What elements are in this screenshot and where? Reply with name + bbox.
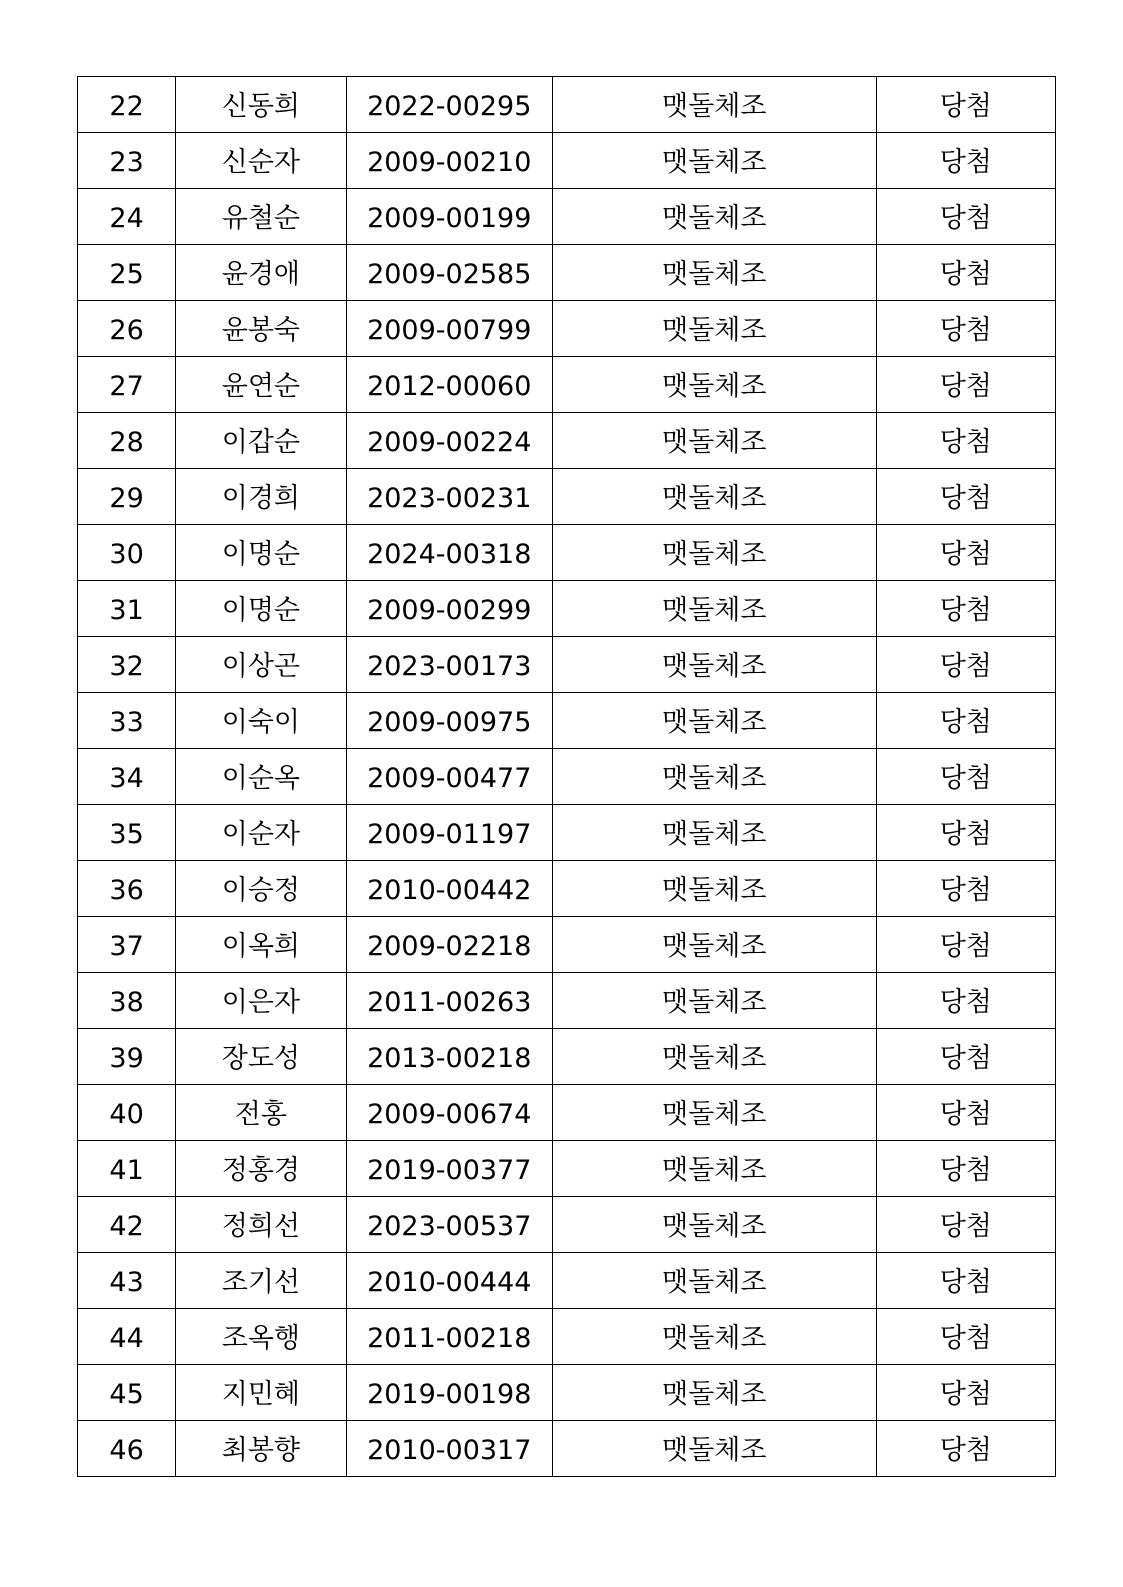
applicant-name: 이은자	[221, 986, 300, 1018]
member-id-cell	[346, 1197, 552, 1253]
member-id: 2009-00199	[367, 202, 532, 234]
lottery-result-cell	[876, 469, 1055, 525]
member-id-cell	[346, 301, 552, 357]
lottery-results-body	[78, 77, 1056, 1477]
row-number: 34	[109, 762, 144, 794]
row-number-cell	[78, 1197, 176, 1253]
member-id-cell	[346, 469, 552, 525]
member-id: 2009-00477	[367, 762, 532, 794]
row-number: 35	[109, 818, 144, 850]
program-name: 맷돌체조	[662, 1266, 767, 1298]
lottery-result: 당첨	[939, 1210, 992, 1242]
row-number: 25	[109, 258, 144, 290]
row-number: 45	[109, 1378, 144, 1410]
member-id-cell	[346, 357, 552, 413]
program-name-cell	[552, 581, 876, 637]
member-id: 2009-00799	[367, 314, 532, 346]
lottery-result: 당첨	[939, 370, 992, 402]
member-id: 2013-00218	[367, 1042, 532, 1074]
lottery-result-cell	[876, 637, 1055, 693]
lottery-result: 당첨	[939, 874, 992, 906]
member-id-cell	[346, 1029, 552, 1085]
lottery-result-cell	[876, 189, 1055, 245]
applicant-name-cell	[176, 1309, 346, 1365]
program-name-cell	[552, 133, 876, 189]
applicant-name-cell	[176, 1253, 346, 1309]
program-name: 맷돌체조	[662, 314, 767, 346]
program-name-cell	[552, 1085, 876, 1141]
lottery-result: 당첨	[939, 930, 992, 962]
row-number: 43	[109, 1266, 144, 1298]
member-id-cell	[346, 805, 552, 861]
applicant-name-cell	[176, 1029, 346, 1085]
row-number-cell	[78, 133, 176, 189]
row-number-cell	[78, 749, 176, 805]
applicant-name-cell	[176, 973, 346, 1029]
applicant-name: 윤연순	[221, 370, 300, 402]
member-id: 2019-00377	[367, 1154, 532, 1186]
member-id-cell	[346, 525, 552, 581]
table-row	[78, 1309, 1056, 1365]
lottery-result: 당첨	[939, 706, 992, 738]
member-id: 2024-00318	[367, 538, 532, 570]
program-name: 맷돌체조	[662, 650, 767, 682]
lottery-result-cell	[876, 413, 1055, 469]
table-row	[78, 693, 1056, 749]
row-number: 27	[109, 370, 144, 402]
member-id: 2009-01197	[367, 818, 532, 850]
applicant-name-cell	[176, 1197, 346, 1253]
member-id-cell	[346, 245, 552, 301]
program-name: 맷돌체조	[662, 986, 767, 1018]
applicant-name: 이순옥	[221, 762, 300, 794]
program-name-cell	[552, 189, 876, 245]
program-name-cell	[552, 1421, 876, 1477]
lottery-result: 당첨	[939, 594, 992, 626]
row-number-cell	[78, 1085, 176, 1141]
applicant-name-cell	[176, 189, 346, 245]
program-name: 맷돌체조	[662, 1154, 767, 1186]
member-id-cell	[346, 749, 552, 805]
program-name: 맷돌체조	[662, 538, 767, 570]
applicant-name: 이갑순	[221, 426, 300, 458]
applicant-name: 전홍	[234, 1098, 287, 1130]
lottery-result-cell	[876, 1197, 1055, 1253]
applicant-name: 윤봉숙	[221, 314, 300, 346]
row-number: 32	[109, 650, 144, 682]
table-row	[78, 1029, 1056, 1085]
program-name: 맷돌체조	[662, 706, 767, 738]
applicant-name: 이명순	[221, 538, 300, 570]
applicant-name: 이명순	[221, 594, 300, 626]
row-number: 46	[109, 1434, 144, 1466]
row-number: 40	[109, 1098, 144, 1130]
lottery-result-cell	[876, 525, 1055, 581]
program-name: 맷돌체조	[662, 1434, 767, 1466]
lottery-result: 당첨	[939, 986, 992, 1018]
row-number-cell	[78, 301, 176, 357]
program-name: 맷돌체조	[662, 818, 767, 850]
table-row	[78, 973, 1056, 1029]
table-row	[78, 861, 1056, 917]
member-id: 2010-00444	[367, 1266, 532, 1298]
member-id: 2019-00198	[367, 1378, 532, 1410]
program-name-cell	[552, 469, 876, 525]
table-row	[78, 245, 1056, 301]
applicant-name-cell	[176, 133, 346, 189]
row-number: 33	[109, 706, 144, 738]
row-number-cell	[78, 1141, 176, 1197]
applicant-name: 윤경애	[221, 258, 300, 290]
program-name-cell	[552, 693, 876, 749]
program-name: 맷돌체조	[662, 146, 767, 178]
member-id-cell	[346, 1309, 552, 1365]
table-row	[78, 77, 1056, 133]
program-name-cell	[552, 77, 876, 133]
table-row	[78, 525, 1056, 581]
lottery-result-cell	[876, 861, 1055, 917]
applicant-name: 이경희	[221, 482, 300, 514]
lottery-result-cell	[876, 973, 1055, 1029]
program-name: 맷돌체조	[662, 202, 767, 234]
applicant-name-cell	[176, 525, 346, 581]
member-id-cell	[346, 693, 552, 749]
member-id-cell	[346, 1253, 552, 1309]
applicant-name: 이옥희	[221, 930, 300, 962]
lottery-result-cell	[876, 357, 1055, 413]
lottery-result-cell	[876, 77, 1055, 133]
table-row	[78, 1197, 1056, 1253]
program-name-cell	[552, 1365, 876, 1421]
member-id: 2023-00537	[367, 1210, 532, 1242]
member-id-cell	[346, 77, 552, 133]
table-row	[78, 1085, 1056, 1141]
lottery-result: 당첨	[939, 258, 992, 290]
lottery-result-cell	[876, 133, 1055, 189]
row-number-cell	[78, 581, 176, 637]
applicant-name: 장도성	[221, 1042, 300, 1074]
lottery-result-cell	[876, 693, 1055, 749]
program-name: 맷돌체조	[662, 1322, 767, 1354]
row-number-cell	[78, 525, 176, 581]
applicant-name-cell	[176, 1085, 346, 1141]
program-name-cell	[552, 973, 876, 1029]
row-number: 42	[109, 1210, 144, 1242]
row-number-cell	[78, 77, 176, 133]
applicant-name: 신순자	[221, 146, 300, 178]
member-id-cell	[346, 189, 552, 245]
lottery-result: 당첨	[939, 762, 992, 794]
row-number-cell	[78, 245, 176, 301]
row-number-cell	[78, 861, 176, 917]
program-name-cell	[552, 861, 876, 917]
program-name: 맷돌체조	[662, 1098, 767, 1130]
applicant-name: 이숙이	[221, 706, 300, 738]
program-name-cell	[552, 1141, 876, 1197]
table-row	[78, 1365, 1056, 1421]
program-name: 맷돌체조	[662, 1210, 767, 1242]
program-name: 맷돌체조	[662, 482, 767, 514]
program-name-cell	[552, 357, 876, 413]
lottery-results-table	[77, 76, 1056, 1477]
lottery-result-cell	[876, 805, 1055, 861]
row-number: 31	[109, 594, 144, 626]
lottery-result-cell	[876, 1309, 1055, 1365]
lottery-result-cell	[876, 1365, 1055, 1421]
row-number-cell	[78, 805, 176, 861]
member-id-cell	[346, 1141, 552, 1197]
program-name-cell	[552, 413, 876, 469]
member-id: 2012-00060	[367, 370, 532, 402]
row-number: 23	[109, 146, 144, 178]
member-id: 2023-00231	[367, 482, 532, 514]
row-number: 36	[109, 874, 144, 906]
applicant-name-cell	[176, 861, 346, 917]
applicant-name-cell	[176, 77, 346, 133]
lottery-result: 당첨	[939, 426, 992, 458]
row-number-cell	[78, 189, 176, 245]
applicant-name: 지민혜	[221, 1378, 300, 1410]
program-name: 맷돌체조	[662, 874, 767, 906]
row-number: 24	[109, 202, 144, 234]
row-number-cell	[78, 469, 176, 525]
program-name: 맷돌체조	[662, 426, 767, 458]
member-id: 2011-00218	[367, 1322, 532, 1354]
lottery-result: 당첨	[939, 1266, 992, 1298]
program-name-cell	[552, 1029, 876, 1085]
lottery-result: 당첨	[939, 146, 992, 178]
program-name: 맷돌체조	[662, 762, 767, 794]
applicant-name-cell	[176, 301, 346, 357]
lottery-result: 당첨	[939, 1042, 992, 1074]
lottery-result-cell	[876, 1421, 1055, 1477]
row-number-cell	[78, 637, 176, 693]
table-row	[78, 1141, 1056, 1197]
program-name-cell	[552, 917, 876, 973]
table-row	[78, 133, 1056, 189]
row-number-cell	[78, 1029, 176, 1085]
lottery-result-cell	[876, 1253, 1055, 1309]
member-id: 2011-00263	[367, 986, 532, 1018]
applicant-name-cell	[176, 1141, 346, 1197]
member-id-cell	[346, 133, 552, 189]
member-id-cell	[346, 581, 552, 637]
program-name-cell	[552, 525, 876, 581]
row-number: 26	[109, 314, 144, 346]
row-number-cell	[78, 1365, 176, 1421]
program-name-cell	[552, 1197, 876, 1253]
row-number-cell	[78, 917, 176, 973]
member-id-cell	[346, 1085, 552, 1141]
table-row	[78, 917, 1056, 973]
row-number-cell	[78, 693, 176, 749]
table-row	[78, 1421, 1056, 1477]
table-row	[78, 581, 1056, 637]
program-name: 맷돌체조	[662, 370, 767, 402]
program-name-cell	[552, 245, 876, 301]
applicant-name-cell	[176, 749, 346, 805]
lottery-result: 당첨	[939, 482, 992, 514]
row-number-cell	[78, 413, 176, 469]
applicant-name: 최봉향	[221, 1434, 300, 1466]
table-row	[78, 1253, 1056, 1309]
lottery-result-cell	[876, 1141, 1055, 1197]
table-row	[78, 749, 1056, 805]
member-id-cell	[346, 917, 552, 973]
member-id: 2009-02218	[367, 930, 532, 962]
row-number: 30	[109, 538, 144, 570]
program-name: 맷돌체조	[662, 1042, 767, 1074]
lottery-result: 당첨	[939, 90, 992, 122]
lottery-result: 당첨	[939, 538, 992, 570]
applicant-name-cell	[176, 637, 346, 693]
row-number: 29	[109, 482, 144, 514]
applicant-name-cell	[176, 1365, 346, 1421]
row-number: 37	[109, 930, 144, 962]
applicant-name: 이승정	[221, 874, 300, 906]
lottery-result: 당첨	[939, 1154, 992, 1186]
lottery-result: 당첨	[939, 1378, 992, 1410]
table-row	[78, 637, 1056, 693]
lottery-result: 당첨	[939, 1434, 992, 1466]
table-row	[78, 301, 1056, 357]
row-number-cell	[78, 357, 176, 413]
row-number: 22	[109, 90, 144, 122]
member-id: 2009-00224	[367, 426, 532, 458]
member-id-cell	[346, 861, 552, 917]
member-id: 2009-00975	[367, 706, 532, 738]
program-name: 맷돌체조	[662, 258, 767, 290]
applicant-name-cell	[176, 693, 346, 749]
table-row	[78, 357, 1056, 413]
program-name-cell	[552, 749, 876, 805]
applicant-name: 이순자	[221, 818, 300, 850]
member-id: 2022-00295	[367, 90, 532, 122]
row-number-cell	[78, 973, 176, 1029]
applicant-name-cell	[176, 805, 346, 861]
lottery-result-cell	[876, 917, 1055, 973]
lottery-result-cell	[876, 245, 1055, 301]
program-name: 맷돌체조	[662, 594, 767, 626]
member-id-cell	[346, 1365, 552, 1421]
row-number: 38	[109, 986, 144, 1018]
member-id: 2009-00674	[367, 1098, 532, 1130]
applicant-name-cell	[176, 245, 346, 301]
program-name-cell	[552, 1309, 876, 1365]
row-number: 41	[109, 1154, 144, 1186]
program-name: 맷돌체조	[662, 90, 767, 122]
row-number-cell	[78, 1253, 176, 1309]
lottery-result-cell	[876, 1029, 1055, 1085]
applicant-name-cell	[176, 581, 346, 637]
member-id-cell	[346, 1421, 552, 1477]
applicant-name-cell	[176, 917, 346, 973]
applicant-name: 신동희	[221, 90, 300, 122]
member-id: 2023-00173	[367, 650, 532, 682]
member-id: 2010-00317	[367, 1434, 532, 1466]
lottery-result-cell	[876, 749, 1055, 805]
lottery-result: 당첨	[939, 314, 992, 346]
lottery-result-cell	[876, 1085, 1055, 1141]
row-number: 39	[109, 1042, 144, 1074]
member-id: 2010-00442	[367, 874, 532, 906]
applicant-name: 이상곤	[221, 650, 300, 682]
member-id-cell	[346, 637, 552, 693]
row-number: 28	[109, 426, 144, 458]
table-row	[78, 413, 1056, 469]
program-name: 맷돌체조	[662, 930, 767, 962]
table-row	[78, 189, 1056, 245]
member-id: 2009-00210	[367, 146, 532, 178]
row-number-cell	[78, 1421, 176, 1477]
program-name-cell	[552, 637, 876, 693]
row-number: 44	[109, 1322, 144, 1354]
member-id-cell	[346, 973, 552, 1029]
applicant-name-cell	[176, 469, 346, 525]
applicant-name-cell	[176, 357, 346, 413]
table-row	[78, 469, 1056, 525]
row-number-cell	[78, 1309, 176, 1365]
program-name-cell	[552, 805, 876, 861]
lottery-result: 당첨	[939, 202, 992, 234]
applicant-name: 정희선	[221, 1210, 300, 1242]
lottery-result-cell	[876, 581, 1055, 637]
lottery-result: 당첨	[939, 818, 992, 850]
applicant-name: 조옥행	[221, 1322, 300, 1354]
member-id-cell	[346, 413, 552, 469]
member-id: 2009-02585	[367, 258, 532, 290]
lottery-result: 당첨	[939, 1098, 992, 1130]
table-row	[78, 805, 1056, 861]
program-name-cell	[552, 1253, 876, 1309]
applicant-name: 정홍경	[221, 1154, 300, 1186]
program-name: 맷돌체조	[662, 1378, 767, 1410]
lottery-result-cell	[876, 301, 1055, 357]
applicant-name-cell	[176, 413, 346, 469]
applicant-name-cell	[176, 1421, 346, 1477]
member-id: 2009-00299	[367, 594, 532, 626]
program-name-cell	[552, 301, 876, 357]
lottery-result: 당첨	[939, 650, 992, 682]
lottery-result: 당첨	[939, 1322, 992, 1354]
applicant-name: 조기선	[221, 1266, 300, 1298]
applicant-name: 유철순	[221, 202, 300, 234]
